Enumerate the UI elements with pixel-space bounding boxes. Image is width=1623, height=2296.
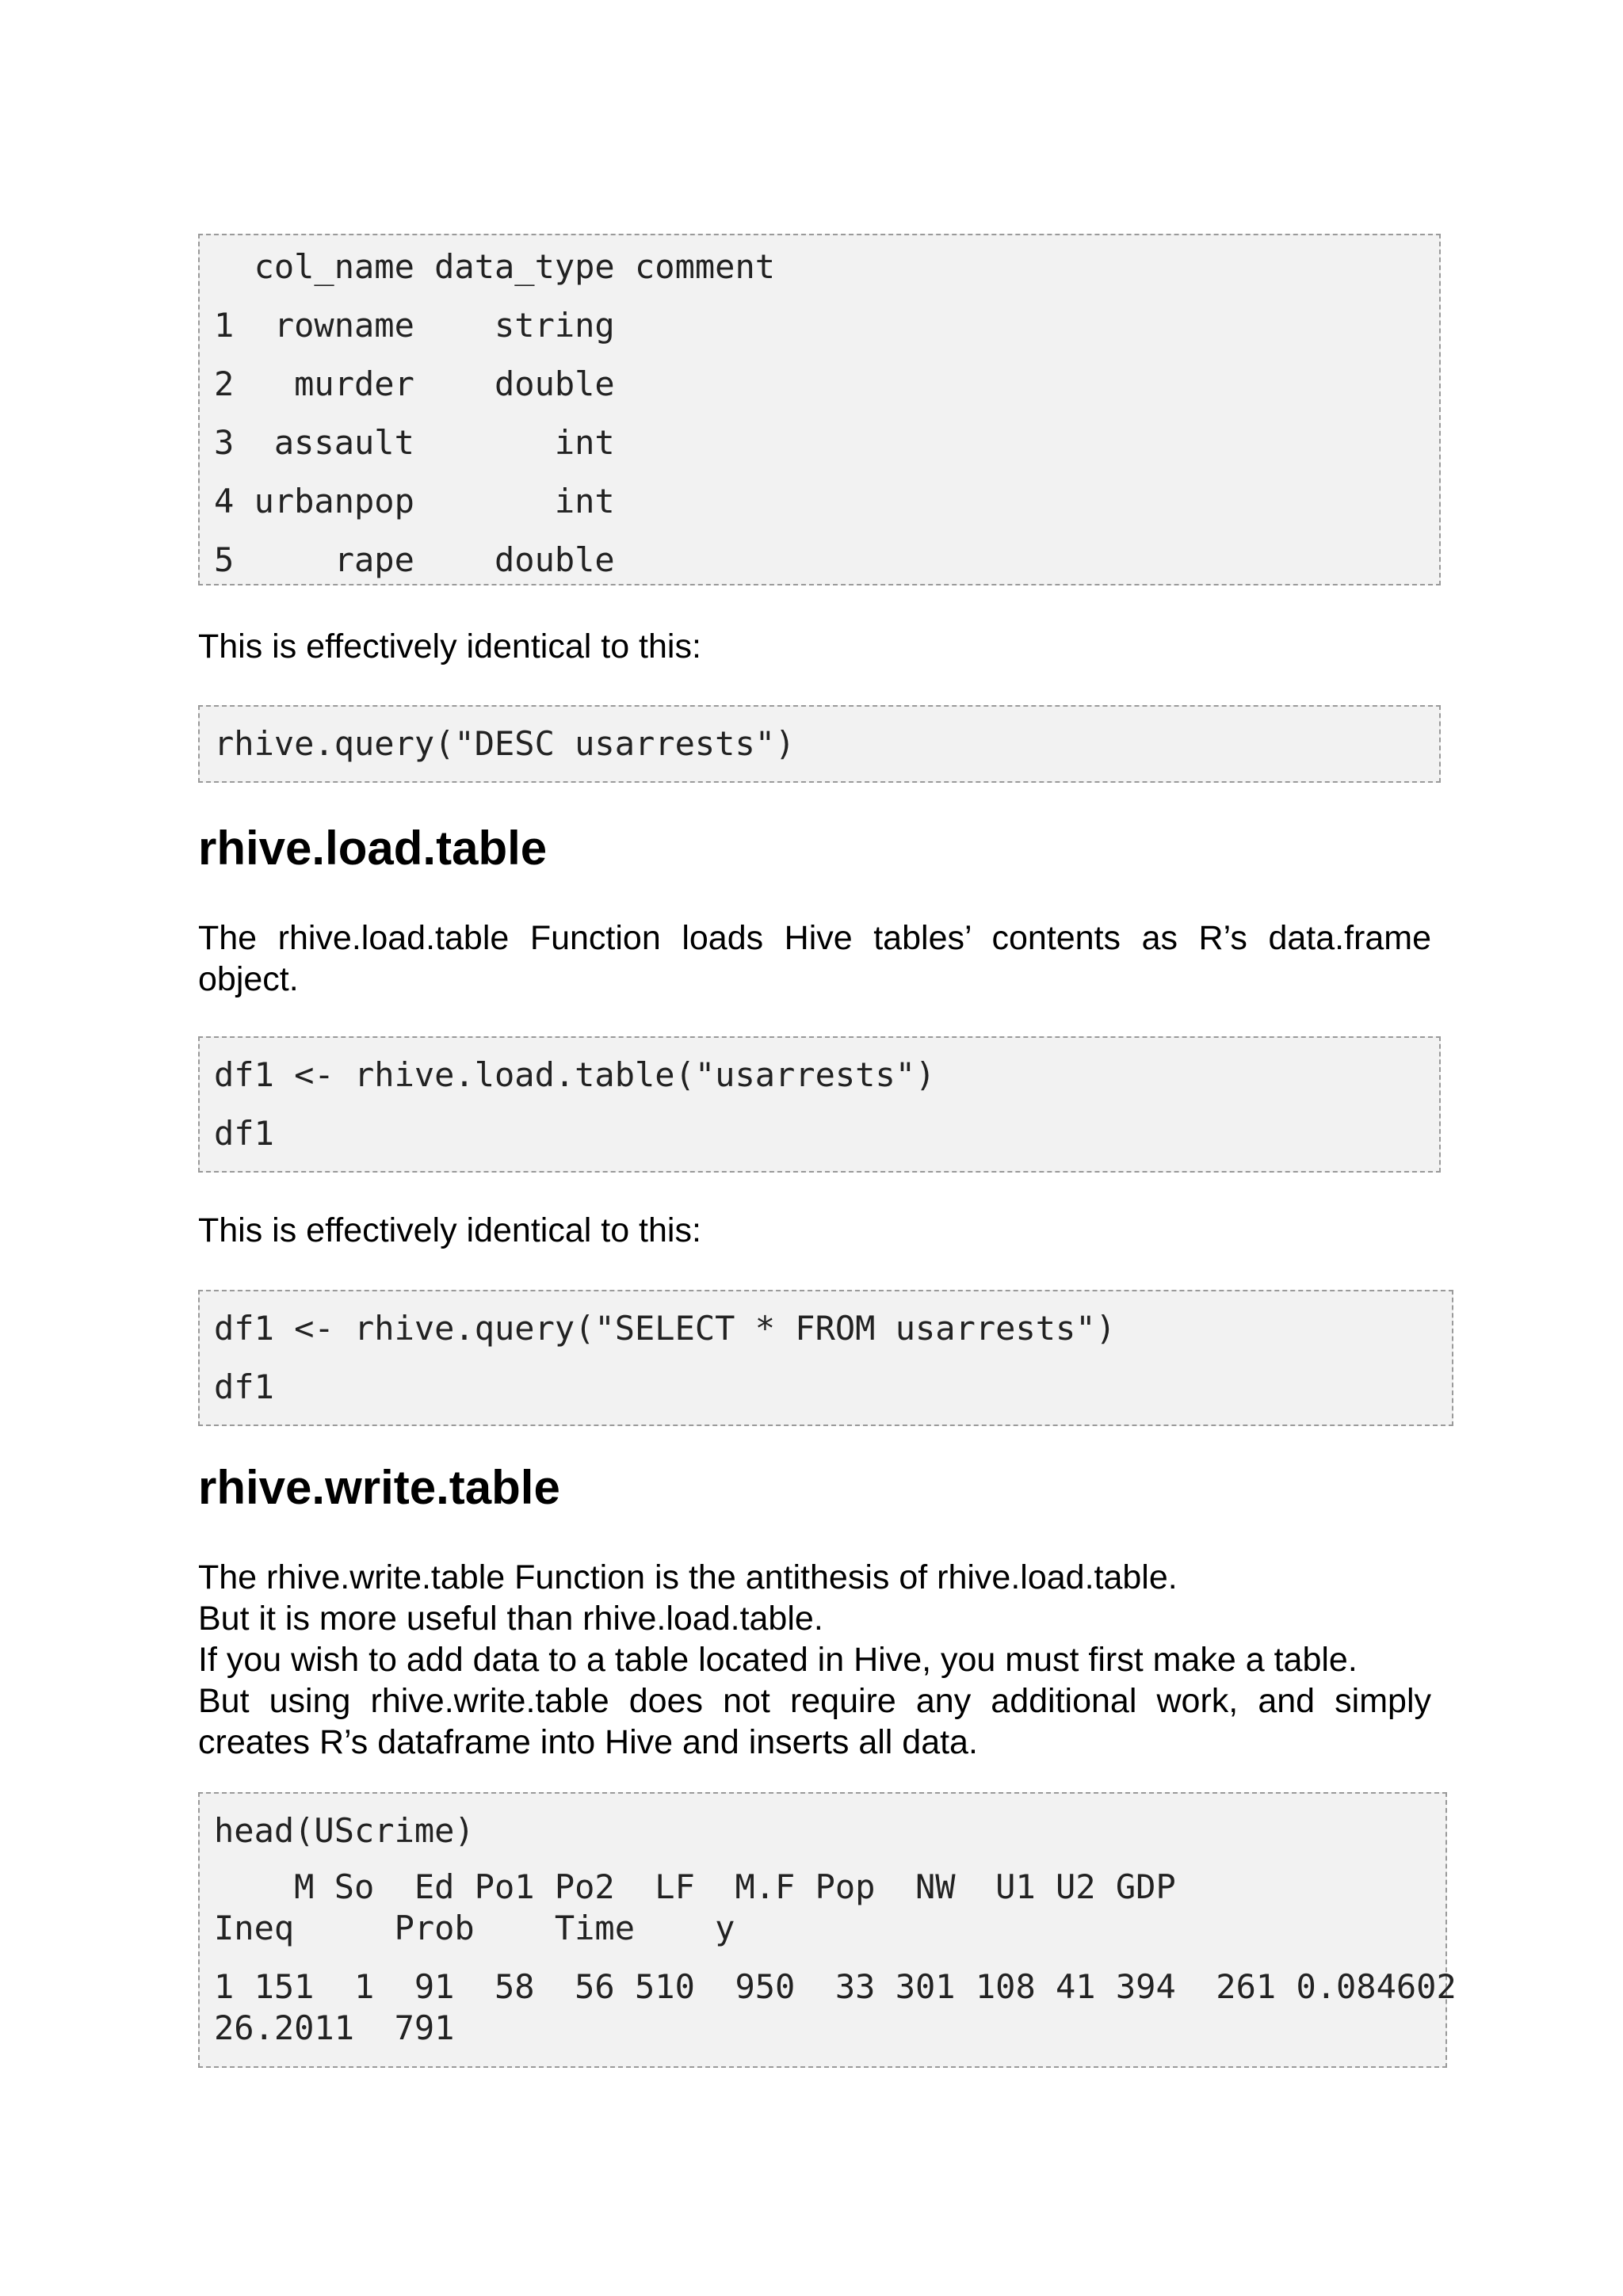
code-line: M So Ed Po1 Po2 LF M.F Pop NW U1 U2 GDP xyxy=(214,1867,1176,1906)
heading-load-table: rhive.load.table xyxy=(198,822,548,875)
code-line: 3 assault int xyxy=(214,423,615,462)
code-block-desc-output xyxy=(198,234,1441,585)
paragraph-identical-2: This is effectively identical to this: xyxy=(198,1211,701,1249)
code-line: Ineq Prob Time y xyxy=(214,1909,735,1947)
code-block-uscrime xyxy=(198,1792,1457,2068)
code-line: 4 urbanpop int xyxy=(214,482,615,521)
paragraph-identical-1: This is effectively identical to this: xyxy=(198,627,701,666)
code-line: df1 <- rhive.query("SELECT * FROM usarrests") xyxy=(214,1309,1116,1348)
code-line: rhive.query("DESC usarrests") xyxy=(214,724,796,763)
code-line: 1 151 1 91 58 56 510 950 33 301 108 41 394 261 0.084602 xyxy=(214,1967,1457,2006)
code-line: df1 xyxy=(214,1114,274,1153)
paragraph-write-desc xyxy=(198,1557,1431,1763)
code-line: 26.2011 791 xyxy=(214,2008,455,2047)
code-line: df1 <- rhive.load.table("usarrests") xyxy=(214,1055,936,1094)
write-line: The rhive.write.table Function is the antithesis of rhive.load.table. xyxy=(198,1558,1178,1596)
write-line: If you wish to add data to a table located in Hive, you must first make a table. xyxy=(198,1641,1358,1679)
heading-write-table: rhive.write.table xyxy=(198,1461,560,1514)
write-line: But using rhive.write.table does not require any additional work, and simply creates R’s dataframe into Hive and inserts all data. xyxy=(198,1682,1431,1761)
code-line: col_name data_type comment xyxy=(214,247,776,286)
paragraph-load-desc: The rhive.load.table Function loads Hive tables’ contents as R’s data.frame object. xyxy=(198,919,1431,998)
code-line: 1 rowname string xyxy=(214,306,615,345)
code-block-desc-query xyxy=(198,705,1441,783)
code-line: 2 murder double xyxy=(214,364,615,403)
code-line: 5 rape double xyxy=(214,540,615,579)
write-line: But it is more useful than rhive.load.table. xyxy=(198,1600,823,1638)
code-block-select-query xyxy=(198,1290,1453,1426)
code-line: head(UScrime) xyxy=(214,1811,475,1850)
code-line: df1 xyxy=(214,1367,274,1406)
code-block-load-table xyxy=(198,1036,1441,1173)
